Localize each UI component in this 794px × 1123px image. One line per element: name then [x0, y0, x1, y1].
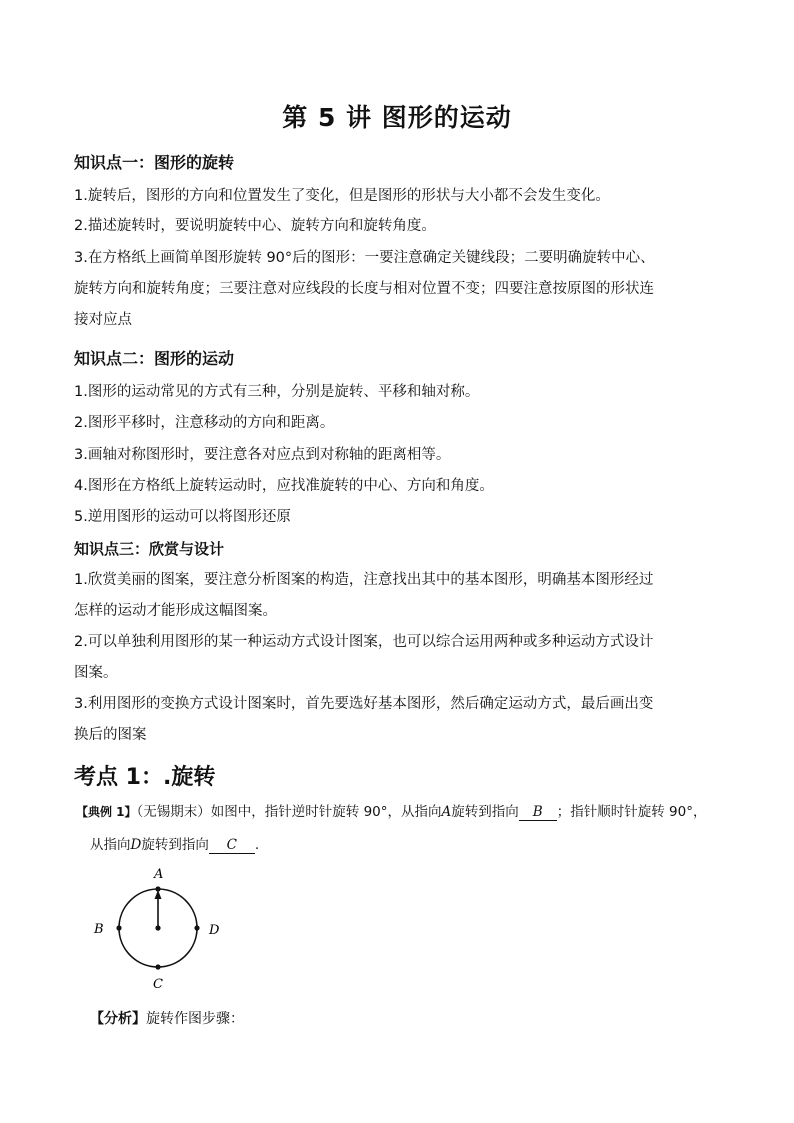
- section1-line-5: 接对应点: [74, 312, 132, 328]
- section3-line-5: 3.利用图形的变换方式设计图案时，首先要选好基本图形，然后确定运动方式，最后画出变: [74, 696, 654, 712]
- example-tag: 【典例 1】: [76, 805, 137, 819]
- section2-heading: 知识点二：图形的运动: [74, 349, 235, 368]
- figure-label-c: C: [153, 977, 163, 992]
- section3-heading: 知识点三：欣赏与设计: [74, 540, 225, 558]
- section1-line-4: 旋转方向和旋转角度；三要注意对应线段的长度与相对位置不变；四要注意按原图的形状连: [74, 281, 654, 297]
- section3-line-1: 1.欣赏美丽的图案，要注意分析图案的构造，注意找出其中的基本图形，明确基本图形经过: [74, 572, 654, 588]
- example-text-2: 旋转到指向: [451, 804, 519, 820]
- example-line-2: [90, 833, 259, 854]
- section2-line-3: 3.画轴对称图形时，要注意各对应点到对称轴的距离相等。: [74, 447, 451, 463]
- point-d-label: D: [130, 837, 142, 853]
- section3-line-6: 换后的图案: [74, 727, 147, 743]
- clock-figure: [86, 862, 246, 1002]
- point-d-dot: [194, 925, 199, 930]
- analysis-line: [90, 1008, 244, 1028]
- section2-line-5: 5.逆用图形的运动可以将图形还原: [74, 509, 291, 525]
- example-text-6: .: [254, 837, 260, 853]
- example-text-1: （无锡期末）如图中，指针逆时针旋转 90°，从指向: [136, 804, 442, 820]
- point-c-dot: [155, 964, 160, 969]
- section3-line-4: 图案。: [74, 665, 118, 681]
- figure-label-d: D: [209, 923, 220, 938]
- example-text-3: ；指针顺时针旋转 90°，: [556, 804, 707, 820]
- point-b-dot: [116, 925, 121, 930]
- section3-line-3: 2.可以单独利用图形的某一种运动方式设计图案，也可以综合运用两种或多种运动方式设计: [74, 634, 654, 650]
- section2-line-1: 1.图形的运动常见的方式有三种，分别是旋转、平移和轴对称。: [74, 384, 480, 400]
- point-a-dot: [155, 886, 160, 891]
- page-title: 第 5 讲 图形的运动: [282, 103, 512, 132]
- example-text-5: 旋转到指向: [141, 837, 209, 853]
- section2-line-2: 2.图形平移时，注意移动的方向和距离。: [74, 415, 335, 431]
- example-text-4: 从指向: [90, 837, 131, 853]
- center-dot: [155, 925, 160, 930]
- example-line-1: [76, 800, 707, 821]
- section1-line-1: 1.旋转后，图形的方向和位置发生了变化，但是图形的形状与大小都不会发生变化。: [74, 188, 610, 204]
- answer-blank-2: C: [209, 837, 255, 854]
- answer-blank-1: B: [519, 804, 557, 821]
- analysis-tag: 【分析】: [90, 1011, 146, 1027]
- point-a-label: A: [441, 804, 452, 820]
- section2-line-4: 4.图形在方格纸上旋转运动时，应找准旋转的中心、方向和角度。: [74, 478, 494, 494]
- analysis-text: 旋转作图步骤：: [146, 1011, 244, 1027]
- section1-line-3: 3.在方格纸上画简单图形旋转 90°后的图形：一要注意确定关键线段；二要明确旋转中心、: [74, 250, 655, 266]
- section1-line-2: 2.描述旋转时，要说明旋转中心、旋转方向和旋转角度。: [74, 218, 436, 234]
- kaodian-heading: 考点 1：.旋转: [74, 765, 216, 790]
- figure-label-b: B: [94, 922, 104, 937]
- section1-heading: 知识点一：图形的旋转: [74, 153, 235, 172]
- section3-line-2: 怎样的运动才能形成这幅图案。: [74, 603, 277, 619]
- figure-label-a: A: [154, 867, 164, 882]
